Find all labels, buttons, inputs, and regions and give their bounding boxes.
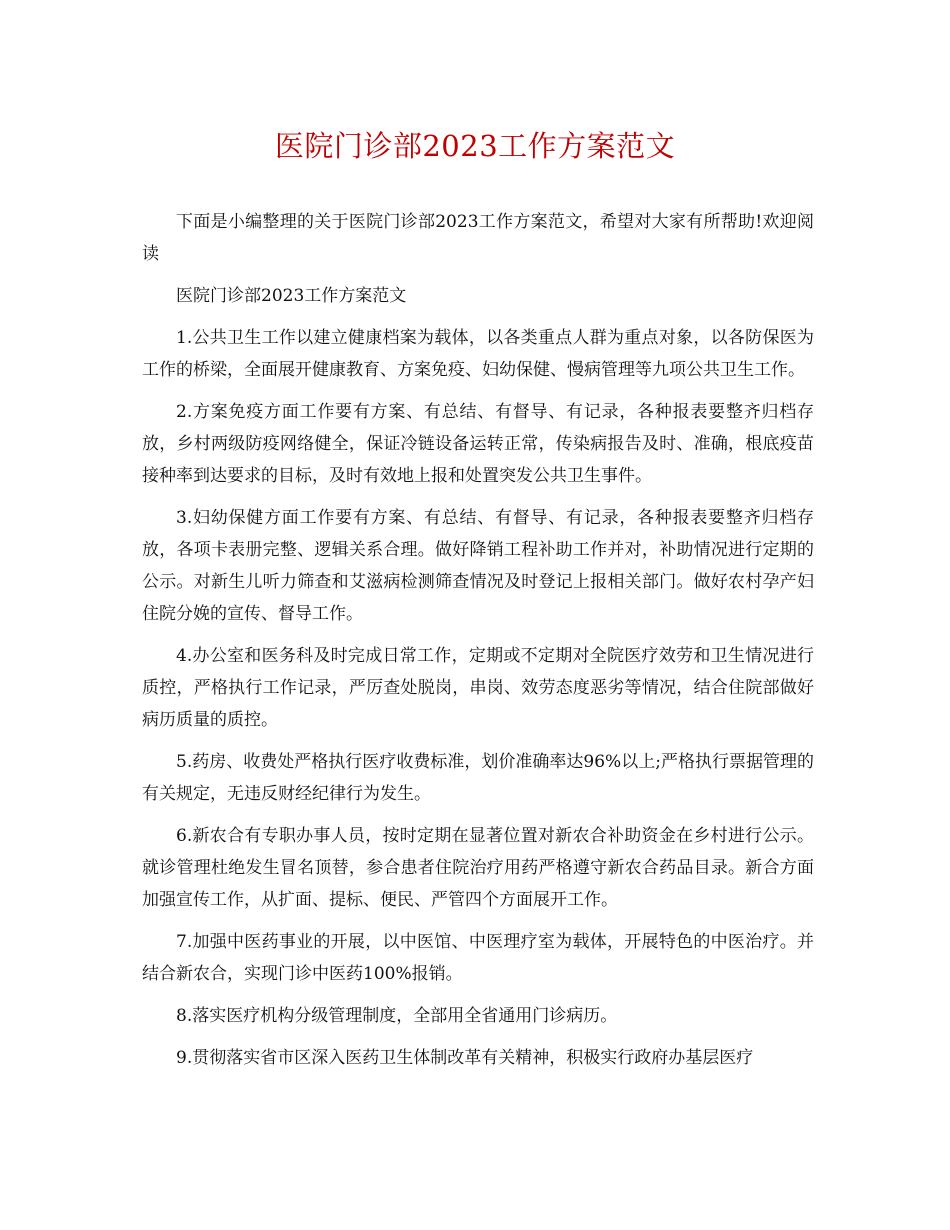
document-title: 医院门诊部2023工作方案范文 [274, 129, 676, 163]
paragraph-subtitle: 医院门诊部2023工作方案范文 [176, 286, 407, 306]
paragraph-item-7: 7.加强中医药事业的开展，以中医馆、中医理疗室为载体，开展特色的中医治疗。并结合新农合，实现门诊中医药100%报销。 [142, 932, 814, 984]
paragraph-item-9: 9.贯彻落实省市区深入医药卫生体制改革有关精神，积极实行政府办基层医疗 [176, 1048, 754, 1068]
paragraph-item-4: 4.办公室和医务科及时完成日常工作，定期或不定期对全院医疗效劳和卫生情况进行质控，严格执行工作记录，严厉查处脱岗，串岗、效劳态度恶劣等情况，结合住院部做好病历质量的质控。 [142, 646, 814, 730]
paragraph-item-3: 3.妇幼保健方面工作要有方案、有总结、有督导、有记录，各种报表要整齐归档存放，各项卡表册完整、逻辑关系合理。做好降销工程补助工作并对，补助情况进行定期的公示。对新生儿听力筛查和艾滋病检测筛查情况及时登记上报相关部门。做好农村孕产妇住院分娩的宣传、督导工作。 [142, 508, 814, 624]
paragraph-item-8: 8.落实医疗机构分级管理制度，全部用全省通用门诊病历。 [176, 1006, 618, 1026]
document-body [142, 206, 814, 1084]
paragraph-intro: 下面是小编整理的关于医院门诊部2023工作方案范文，希望对大家有所帮助!欢迎阅读 [142, 212, 814, 264]
paragraph-item-2: 2.方案免疫方面工作要有方案、有总结、有督导、有记录，各种报表要整齐归档存放，乡村两级防疫网络健全，保证冷链设备运转正常，传染病报告及时、准确，根底疫苗接种率到达要求的目标，及时有效地上报和处置突发公共卫生事件。 [142, 402, 814, 486]
paragraph-item-6: 6.新农合有专职办事人员，按时定期在显著位置对新农合补助资金在乡村进行公示。就诊管理杜绝发生冒名顶替，参合患者住院治疗用药严格遵守新农合药品目录。新合方面加强宣传工作，从扩面、提标、便民、严管四个方面展开工作。 [142, 826, 814, 910]
paragraph-item-5: 5.药房、收费处严格执行医疗收费标准，划价准确率达96%以上;严格执行票据管理的有关规定，无违反财经纪律行为发生。 [142, 752, 814, 804]
paragraph-item-1: 1.公共卫生工作以建立健康档案为载体，以各类重点人群为重点对象，以各防保医为工作的桥梁，全面展开健康教育、方案免疫、妇幼保健、慢病管理等九项公共卫生工作。 [142, 328, 814, 380]
